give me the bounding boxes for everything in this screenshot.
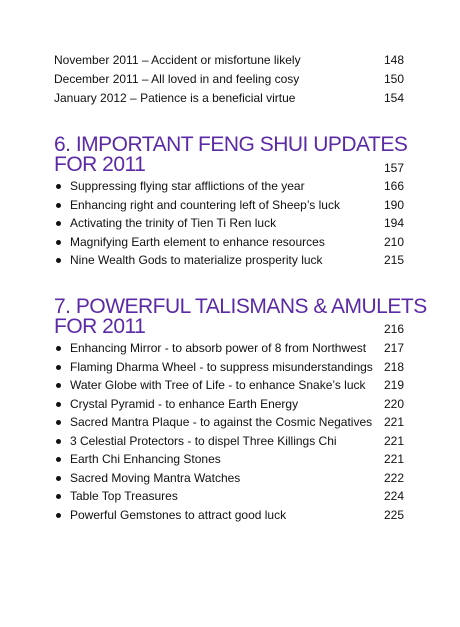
entry-title: Enhancing right and countering left of Sheep’s luck xyxy=(70,198,340,212)
section-7-page: 216 xyxy=(383,322,404,336)
entry-title: Earth Chi Enhancing Stones xyxy=(70,452,221,466)
entry-title: Table Top Treasures xyxy=(70,489,178,503)
entry-page: 190 xyxy=(383,198,404,212)
entry-title: Crystal Pyramid - to enhance Earth Energy xyxy=(70,397,299,411)
entry-title: 3 Celestial Protectors - to dispel Three Killings Chi xyxy=(70,434,337,448)
entry-title: Enhancing Mirror - to absorb power of 8 from Northwest xyxy=(70,341,367,355)
bullet-icon xyxy=(56,420,61,425)
entry-title: Magnifying Earth element to enhance resources xyxy=(70,235,325,249)
entry-title: November 2011 – Accident or misfortune likely xyxy=(54,53,301,67)
entry-page: 150 xyxy=(383,72,404,86)
entry-page: 221 xyxy=(383,452,404,466)
entry-title: Sacred Mantra Plaque - to against the Cosmic Negatives xyxy=(70,415,373,429)
bullet-icon xyxy=(56,402,61,407)
section-7-title-line1: 7. POWERFUL TALISMANS & AMULETS xyxy=(54,295,427,318)
entry-title: Suppressing flying star afflictions of the year xyxy=(70,179,305,193)
entry-page: 221 xyxy=(383,434,404,448)
bullet-icon xyxy=(56,513,61,518)
bullet-icon xyxy=(56,476,61,481)
entry-page: 217 xyxy=(383,341,404,355)
entry-title: Powerful Gemstones to attract good luck xyxy=(70,508,287,522)
entry-title: Nine Wealth Gods to materialize prosperity luck xyxy=(70,253,323,267)
bullet-icon xyxy=(56,240,61,245)
bullet-icon xyxy=(56,346,61,351)
entry-page: 220 xyxy=(383,397,404,411)
entry-title: Water Globe with Tree of Life - to enhance Snake’s luck xyxy=(70,378,366,392)
entry-page: 210 xyxy=(383,235,404,249)
entry-title: January 2012 – Patience is a beneficial virtue xyxy=(54,91,296,105)
section-6-page: 157 xyxy=(383,161,404,175)
section-6-title-line2: FOR 2011 xyxy=(54,153,146,176)
section-7-title-line2: FOR 2011 xyxy=(54,315,146,338)
bullet-icon xyxy=(56,457,61,462)
bullet-icon xyxy=(56,383,61,388)
entry-title: Sacred Moving Mantra Watches xyxy=(70,471,241,485)
entry-page: 194 xyxy=(383,216,404,230)
bullet-icon xyxy=(56,494,61,499)
entry-page: 222 xyxy=(383,471,404,485)
entry-page: 219 xyxy=(383,378,404,392)
bullet-icon xyxy=(56,439,61,444)
bullet-icon xyxy=(56,258,61,263)
entry-page: 154 xyxy=(383,91,404,105)
entry-page: 218 xyxy=(383,360,404,374)
entry-page: 166 xyxy=(383,179,404,193)
section-6-title-line1: 6. IMPORTANT FENG SHUI UPDATES xyxy=(54,133,408,156)
entry-title: December 2011 – All loved in and feeling cosy xyxy=(54,72,300,86)
bullet-icon xyxy=(56,203,61,208)
entry-page: 224 xyxy=(383,489,404,503)
entry-page: 215 xyxy=(383,253,404,267)
entry-page: 221 xyxy=(383,415,404,429)
bullet-icon xyxy=(56,221,61,226)
entry-page: 148 xyxy=(383,53,404,67)
bullet-icon xyxy=(56,365,61,370)
entry-page: 225 xyxy=(383,508,404,522)
entry-title: Flaming Dharma Wheel - to suppress misunderstandings xyxy=(70,360,373,374)
bullet-icon xyxy=(56,184,61,189)
entry-title: Activating the trinity of Tien Ti Ren luck xyxy=(70,216,277,230)
